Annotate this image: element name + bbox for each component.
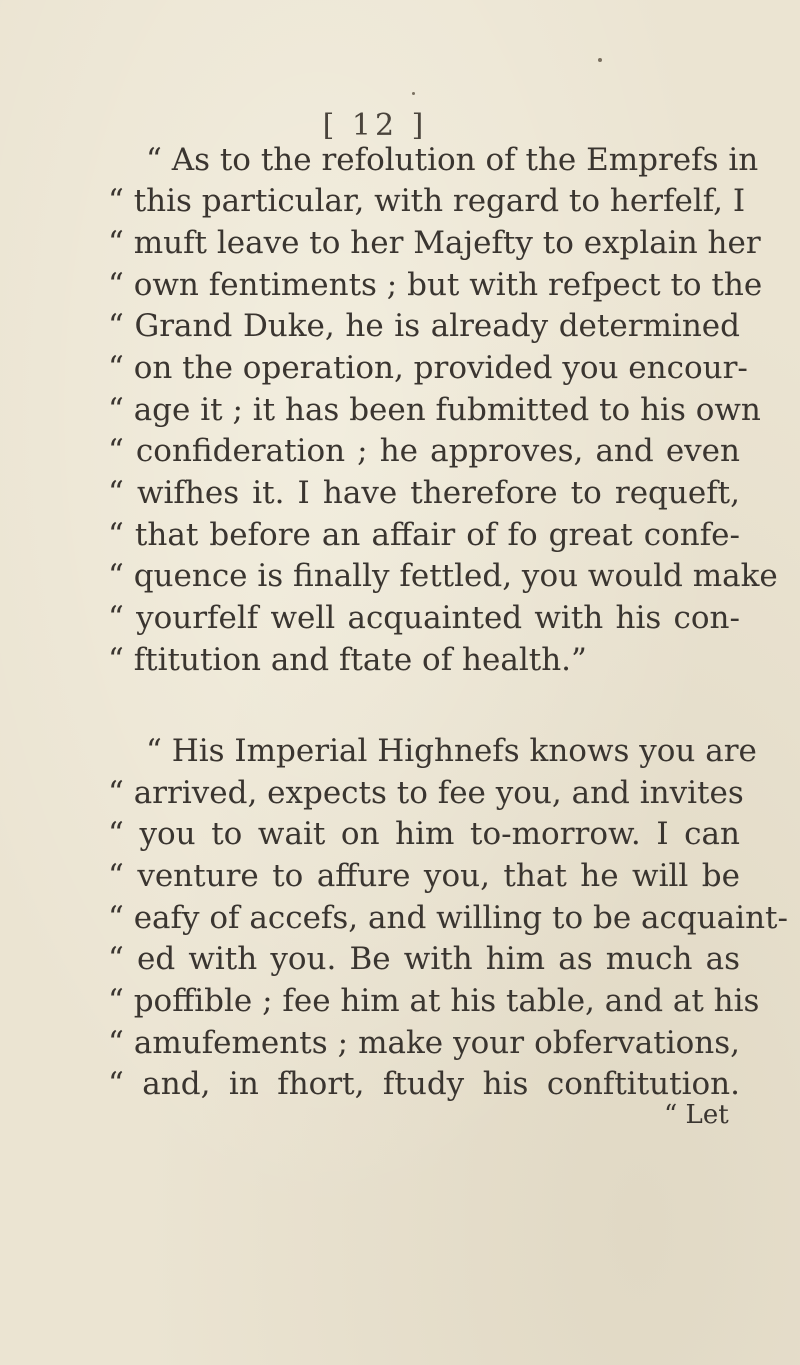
text-line: “ poffible ; fee him at his table, and at his [108, 983, 760, 1019]
text-line: “ eafy of accefs, and willing to be acquaint- [108, 900, 788, 936]
text-line: “ ed with you. Be with him as much as [108, 941, 740, 977]
text-line: “ that before an affair of fo great confe- [108, 517, 740, 553]
text-line: “ this particular, with regard to herfelf, I [108, 183, 746, 219]
text-line: “ and, in fhort, ftudy his conftitution. [108, 1066, 740, 1102]
text-line: “ confideration ; he approves, and even [108, 433, 740, 469]
text-line: “ ftitution and ftate of health.” [108, 642, 587, 678]
text-line: “ own fentiments ; but with refpect to the [108, 267, 763, 303]
text-line: “ quence is finally fettled, you would make [108, 558, 778, 594]
paper-speck [598, 58, 602, 62]
text-line: “ you to wait on him to-morrow. I can [108, 816, 740, 852]
text-line: “ yourfelf well acquainted with his con- [108, 600, 740, 636]
text-line: “ Grand Duke, he is already determined [108, 308, 740, 344]
text-line: “ age it ; it has been fubmitted to his own [108, 392, 761, 428]
catchword: “ Let [664, 1100, 729, 1130]
page-number: [ 12 ] [322, 108, 428, 143]
text-line: “ muft leave to her Majefty to explain her [108, 225, 761, 261]
text-line: “ wifhes it. I have therefore to requeft, [108, 475, 740, 511]
text-line: “ amufements ; make your obfervations, [108, 1025, 740, 1061]
paper-speck [412, 92, 415, 95]
text-line: “ As to the refolution of the Emprefs in [146, 142, 759, 178]
text-line: “ venture to affure you, that he will be [108, 858, 740, 894]
text-line: “ on the operation, provided you encour- [108, 350, 748, 386]
text-line: “ His Imperial Highnefs knows you are [146, 733, 757, 769]
text-line: “ arrived, expects to fee you, and invites [108, 775, 744, 811]
